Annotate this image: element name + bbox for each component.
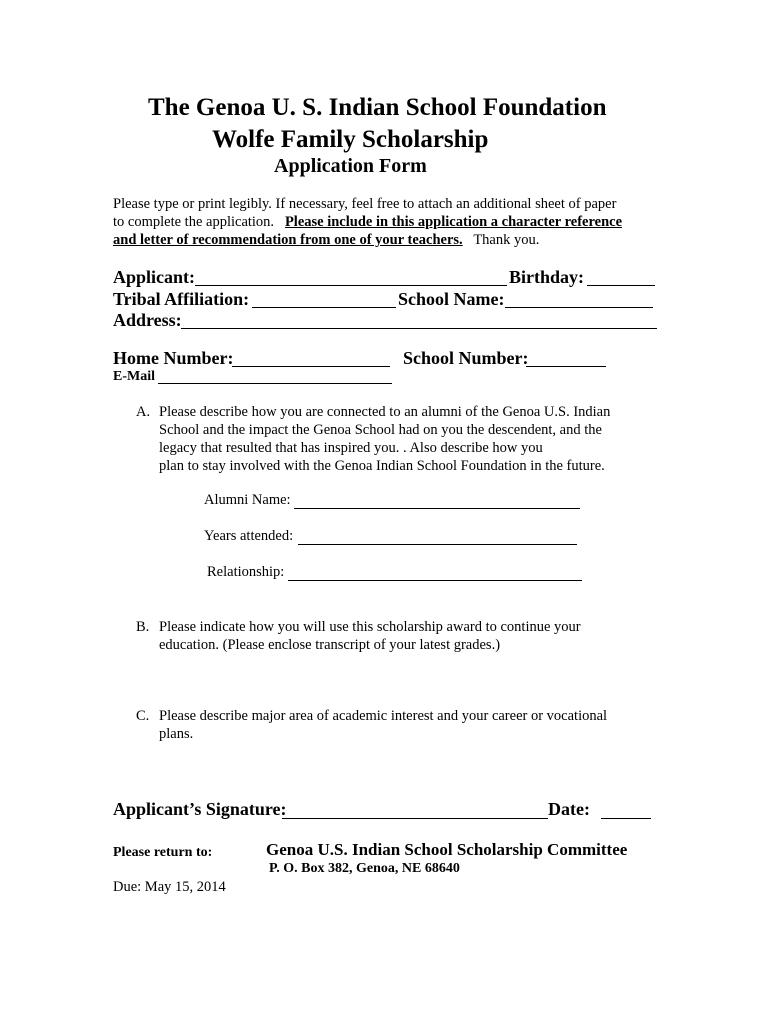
section-b-line: Please indicate how you will use this scholarship award to continue your bbox=[159, 619, 581, 635]
home-number-label: Home Number: bbox=[113, 348, 234, 368]
tribal-affiliation-label: Tribal Affiliation: bbox=[113, 289, 250, 309]
form-title: The Genoa U. S. Indian School Foundation bbox=[148, 94, 607, 121]
section-c-line: plans. bbox=[159, 726, 194, 742]
section-c-line: Please describe major area of academic interest and your career or vocational bbox=[159, 708, 608, 724]
signature-field[interactable] bbox=[282, 818, 548, 819]
date-label: Date: bbox=[548, 799, 590, 819]
birthday-field[interactable] bbox=[587, 285, 655, 286]
tribal-affiliation-field[interactable] bbox=[252, 307, 396, 308]
school-name-label: School Name: bbox=[398, 289, 505, 309]
intro-reference-note: Please include in this application a character reference bbox=[284, 214, 623, 230]
home-number-field[interactable] bbox=[232, 366, 390, 367]
section-c-marker: C. bbox=[136, 708, 150, 724]
section-b-line: education. (Please enclose transcript of your latest grades.) bbox=[159, 637, 501, 653]
intro-line-1: Please type or print legibly. If necessary, feel free to attach an additional sheet of paper bbox=[113, 196, 617, 212]
intro-plain-text: to complete the application. bbox=[113, 214, 275, 230]
committee-name: Genoa U.S. Indian School Scholarship Committee bbox=[266, 840, 628, 859]
email-label: E-Mail bbox=[113, 369, 155, 384]
relationship-field[interactable] bbox=[288, 580, 582, 581]
school-number-label: School Number: bbox=[403, 348, 529, 368]
address-label: Address: bbox=[113, 310, 182, 330]
section-a-marker: A. bbox=[136, 404, 151, 420]
section-a-line: Please describe how you are connected to an alumni of the Genoa U.S. Indian bbox=[159, 404, 611, 420]
date-field[interactable] bbox=[601, 818, 651, 819]
applicant-field[interactable] bbox=[195, 285, 507, 286]
applicant-label: Applicant: bbox=[113, 267, 196, 287]
committee-address: P. O. Box 382, Genoa, NE 68640 bbox=[269, 861, 460, 876]
school-name-field[interactable] bbox=[505, 307, 653, 308]
address-field[interactable] bbox=[181, 328, 657, 329]
relationship-label: Relationship: bbox=[207, 564, 285, 580]
intro-thanks: Thank you. bbox=[473, 232, 540, 248]
years-attended-label: Years attended: bbox=[204, 528, 294, 544]
alumni-name-field[interactable] bbox=[294, 508, 580, 509]
return-label: Please return to: bbox=[113, 845, 213, 860]
form-name: Application Form bbox=[274, 155, 427, 177]
section-a-line: legacy that resulted that has inspired you. . Also describe how you bbox=[159, 440, 543, 456]
section-a-line: School and the impact the Genoa School had on you the descendent, and the bbox=[159, 422, 602, 438]
intro-line-3 bbox=[113, 231, 539, 249]
intro-recommendation-note: and letter of recommendation from one of your teachers. bbox=[113, 232, 463, 248]
signature-label: Applicant’s Signature: bbox=[113, 799, 287, 819]
email-field[interactable] bbox=[158, 383, 392, 384]
years-attended-field[interactable] bbox=[298, 544, 577, 545]
intro-line-2 bbox=[113, 213, 622, 231]
section-a-line: plan to stay involved with the Genoa Indian School Foundation in the future. bbox=[159, 458, 605, 474]
birthday-label: Birthday: bbox=[509, 267, 585, 287]
school-number-field[interactable] bbox=[526, 366, 606, 367]
section-b-marker: B. bbox=[136, 619, 150, 635]
scholarship-name: Wolfe Family Scholarship bbox=[212, 126, 489, 153]
due-date: Due: May 15, 2014 bbox=[113, 879, 226, 895]
alumni-name-label: Alumni Name: bbox=[204, 492, 291, 508]
